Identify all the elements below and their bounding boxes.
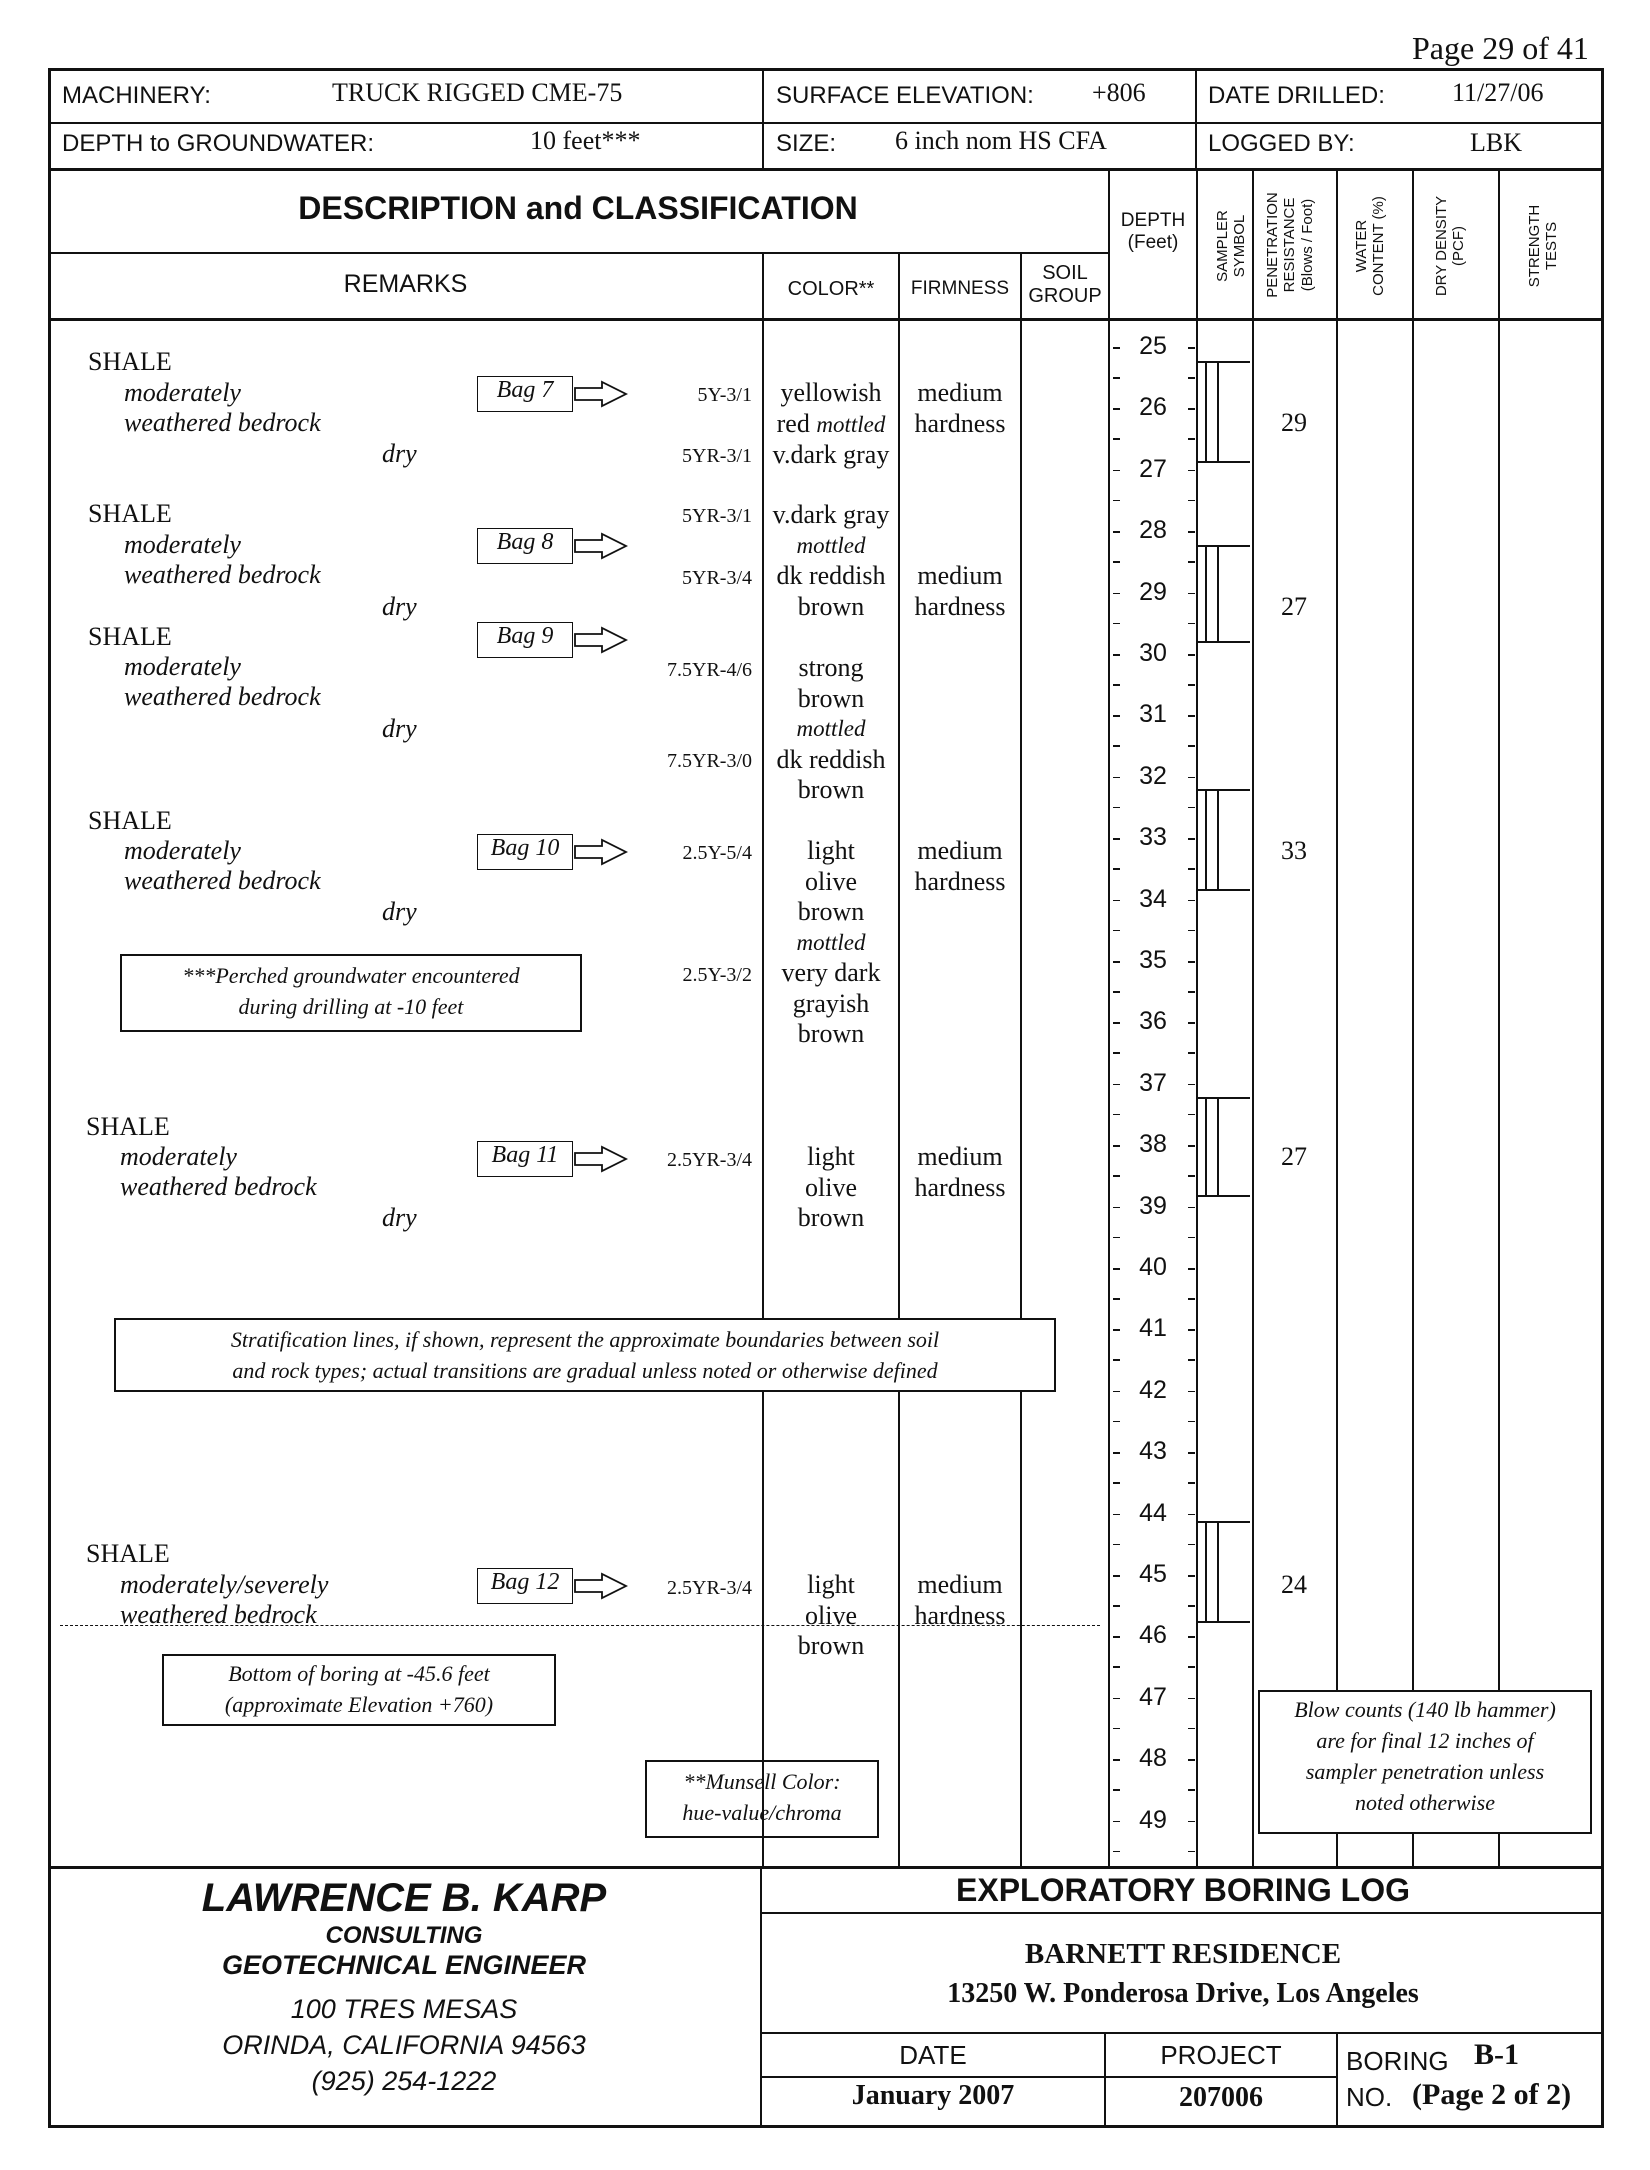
depth-half-tick-mark — [1188, 438, 1195, 440]
bag-9-label: Bag 9 — [477, 622, 573, 658]
date-drilled-label: DATE DRILLED: — [1208, 82, 1385, 109]
depth-half-tick-mark — [1188, 1052, 1195, 1054]
depth-half-tick-mark — [1113, 1421, 1120, 1423]
depth-tick-mark — [1188, 1759, 1195, 1761]
page-number: Page 29 of 41 — [1412, 30, 1589, 66]
layer-2-rock: weathered bedrock — [124, 560, 321, 589]
depth-tick-mark — [1113, 1575, 1120, 1577]
depth-tick-mark — [1113, 900, 1120, 902]
layer-6-firmness: medium hardness — [914, 1570, 1006, 1630]
sampler-symbol-1 — [1198, 362, 1250, 462]
layer-5-rock: weathered bedrock — [120, 1172, 317, 1201]
depth-half-tick-mark — [1113, 1175, 1120, 1177]
depth-tick-mark — [1113, 1698, 1120, 1700]
depth-tick-mark — [1113, 347, 1120, 349]
depth-tick-mark — [1188, 1391, 1195, 1393]
depth-tick-label: 27 — [1139, 454, 1167, 483]
company-subtitle-2: GEOTECHNICAL ENGINEER — [221, 1950, 587, 1980]
depth-tick-label: 39 — [1139, 1191, 1167, 1220]
layer-2-title: SHALE — [88, 499, 172, 528]
depth-tick-mark — [1113, 715, 1120, 717]
depth-half-tick-mark — [1188, 1851, 1195, 1853]
size-value: 6 inch nom HS CFA — [895, 126, 1107, 155]
strength-tests-header: STRENGTH TESTS — [1526, 204, 1561, 288]
depth-tick-mark — [1188, 900, 1195, 902]
depth-tick-label: 43 — [1139, 1437, 1167, 1466]
munsell-2-5y-5-4: 2.5Y-5/4 — [682, 842, 752, 864]
date-drilled-value: 11/27/06 — [1452, 78, 1544, 107]
layer-6-title: SHALE — [86, 1539, 170, 1568]
depth-tick-label: 33 — [1139, 823, 1167, 852]
depth-half-tick-mark — [1113, 684, 1120, 686]
depth-half-tick-mark — [1113, 1482, 1120, 1484]
depth-half-tick-mark — [1188, 500, 1195, 502]
depth-half-tick-mark — [1188, 807, 1195, 809]
depth-tick-label: 36 — [1139, 1007, 1167, 1036]
depth-tick-label: 37 — [1139, 1068, 1167, 1097]
boring-bottom-line — [60, 1625, 1100, 1626]
layer-1-rock: weathered bedrock — [124, 408, 321, 437]
sampler-symbol-2 — [1198, 546, 1250, 642]
sampler-symbols — [1196, 320, 1252, 1868]
layer-1-color: yellowish red mottled v.dark gray — [772, 378, 890, 469]
depth-tick-label: 41 — [1139, 1314, 1167, 1343]
layer-4-firmness: medium hardness — [914, 836, 1006, 896]
depth-tick-mark — [1188, 1022, 1195, 1024]
project-name: BARNETT RESIDENCE — [1024, 1938, 1342, 1970]
depth-tick-label: 44 — [1139, 1498, 1167, 1527]
layer-4-moisture: dry — [382, 897, 417, 926]
layer-6-rock: weathered bedrock — [120, 1600, 317, 1629]
company-address-2: ORINDA, CALIFORNIA 94563 — [222, 2030, 586, 2060]
depth-tick-mark — [1113, 1514, 1120, 1516]
munsell-7-5yr-3-0: 7.5YR-3/0 — [667, 750, 752, 772]
munsell-5yr-3-4: 5YR-3/4 — [682, 567, 752, 589]
depth-tick-mark — [1113, 1268, 1120, 1270]
boring-label: BORING — [1346, 2046, 1449, 2076]
depth-tick-mark — [1188, 654, 1195, 656]
bag-7-label: Bag 7 — [477, 376, 573, 412]
company-name: LAWRENCE B. KARP — [201, 1876, 607, 1920]
depth-tick-mark — [1113, 593, 1120, 595]
munsell-7-5yr-4-6: 7.5YR-4/6 — [667, 659, 752, 681]
depth-half-tick-mark — [1188, 1421, 1195, 1423]
date-label: DATE — [899, 2040, 967, 2070]
depth-tick-mark — [1113, 408, 1120, 410]
depth-tick-label: 28 — [1139, 516, 1167, 545]
depth-tick-mark — [1113, 1452, 1120, 1454]
munsell-note: **Munsell Color: hue-value/chroma — [645, 1760, 879, 1838]
depth-header: DEPTH (Feet) — [1120, 210, 1186, 253]
stratification-note: Stratification lines, if shown, represent the approximate boundaries between soil and rock types; actual transitions are gradual unless noted or otherwise defined — [114, 1318, 1056, 1392]
depth-tick-mark — [1188, 777, 1195, 779]
depth-tick-mark — [1188, 1636, 1195, 1638]
depth-half-tick-mark — [1113, 623, 1120, 625]
depth-half-tick-mark — [1188, 1237, 1195, 1239]
layer-6-color: light olive brown — [797, 1570, 865, 1660]
layer-4-rock: weathered bedrock — [124, 866, 321, 895]
depth-half-tick-mark — [1188, 1114, 1195, 1116]
depth-tick-mark — [1113, 1207, 1120, 1209]
depth-tick-label: 29 — [1139, 577, 1167, 606]
depth-tick-mark — [1188, 1698, 1195, 1700]
depth-half-tick-mark — [1188, 561, 1195, 563]
depth-half-tick-mark — [1188, 1789, 1195, 1791]
date-value: January 2007 — [851, 2080, 1015, 2111]
depth-half-tick-mark — [1113, 1114, 1120, 1116]
layer-5-weathering: moderately — [120, 1142, 237, 1171]
layer-3-rock: weathered bedrock — [124, 682, 321, 711]
depth-tick-mark — [1188, 1268, 1195, 1270]
munsell-2-5yr-3-4: 2.5YR-3/4 — [667, 1149, 752, 1171]
depth-tick-mark — [1188, 1452, 1195, 1454]
depth-half-tick-mark — [1188, 745, 1195, 747]
penetration-value-1: 29 — [1281, 408, 1307, 437]
depth-half-tick-mark — [1113, 500, 1120, 502]
depth-half-tick-mark — [1113, 1359, 1120, 1361]
bag-10-label: Bag 10 — [477, 834, 573, 870]
penetration-value-4: 27 — [1281, 1142, 1307, 1171]
groundwater-value: 10 feet*** — [530, 126, 641, 155]
sampler-symbol-3 — [1198, 790, 1250, 890]
depth-tick-mark — [1188, 593, 1195, 595]
layer-2-moisture: dry — [382, 592, 417, 621]
depth-tick-mark — [1113, 1759, 1120, 1761]
size-label: SIZE: — [776, 130, 837, 157]
depth-tick-mark — [1188, 1329, 1195, 1331]
depth-tick-label: 40 — [1139, 1253, 1167, 1281]
depth-tick-label: 46 — [1139, 1621, 1167, 1650]
depth-half-tick-mark — [1113, 991, 1120, 993]
depth-half-tick-mark — [1113, 1728, 1120, 1730]
depth-tick-mark — [1188, 408, 1195, 410]
bag-8-label: Bag 8 — [477, 528, 573, 564]
project-address: 13250 W. Ponderosa Drive, Los Angeles — [947, 1978, 1419, 2009]
boring-page: (Page 2 of 2) — [1412, 2078, 1572, 2111]
penetration-value-2: 27 — [1281, 592, 1307, 621]
depth-half-tick-mark — [1188, 377, 1195, 379]
surface-elevation-label: SURFACE ELEVATION: — [776, 82, 1034, 109]
depth-tick-mark — [1113, 838, 1120, 840]
depth-tick-mark — [1113, 1391, 1120, 1393]
penetration-value-3: 33 — [1281, 836, 1307, 865]
depth-tick-label: 34 — [1139, 884, 1167, 913]
depth-tick-label: 30 — [1139, 639, 1167, 667]
depth-half-tick-mark — [1188, 1298, 1195, 1300]
water-content-header: WATER CONTENT (%) — [1353, 196, 1388, 296]
layer-1-firmness: medium hardness — [914, 378, 1006, 438]
depth-tick-mark — [1113, 1084, 1120, 1086]
layer-3-title: SHALE — [88, 622, 172, 651]
depth-half-tick-mark — [1113, 1789, 1120, 1791]
remarks-header: REMARKS — [343, 270, 468, 298]
depth-half-tick-mark — [1113, 1605, 1120, 1607]
depth-tick-mark — [1188, 347, 1195, 349]
depth-half-tick-mark — [1113, 1052, 1120, 1054]
munsell-5yr-3-1-b: 5YR-3/1 — [682, 505, 752, 527]
depth-half-tick-mark — [1188, 684, 1195, 686]
depth-tick-mark — [1113, 654, 1120, 656]
depth-tick-mark — [1188, 1821, 1195, 1823]
depth-half-tick-mark — [1113, 807, 1120, 809]
depth-tick-mark — [1113, 1145, 1120, 1147]
color-header: COLOR** — [787, 278, 875, 300]
depth-half-tick-mark — [1113, 1237, 1120, 1239]
bag-9-arrow-icon — [574, 626, 628, 654]
depth-tick-mark — [1113, 1636, 1120, 1638]
penetration-header: PENETRATION RESISTANCE (Blows / Foot) — [1264, 192, 1316, 298]
depth-tick-mark — [1188, 1207, 1195, 1209]
depth-half-tick-mark — [1113, 1666, 1120, 1668]
depth-half-tick-mark — [1113, 561, 1120, 563]
munsell-5y-3-1: 5Y-3/1 — [697, 384, 752, 406]
project-label: PROJECT — [1160, 2040, 1282, 2070]
munsell-2-5y-3-2: 2.5Y-3/2 — [682, 964, 752, 986]
depth-tick-label: 25 — [1139, 332, 1167, 360]
layer-4-color: light olive brown mottled very dark grayish brown — [781, 836, 881, 1048]
dry-density-header: DRY DENSITY (PCF) — [1433, 195, 1468, 297]
depth-tick-mark — [1113, 470, 1120, 472]
depth-half-tick-mark — [1188, 1666, 1195, 1668]
company-address-1: 100 TRES MESAS — [290, 1994, 518, 2024]
depth-tick-mark — [1188, 470, 1195, 472]
depth-half-tick-mark — [1188, 1728, 1195, 1730]
depth-tick-mark — [1113, 1329, 1120, 1331]
depth-half-tick-mark — [1113, 377, 1120, 379]
layer-5-title: SHALE — [86, 1112, 170, 1141]
machinery-label: MACHINERY: — [62, 82, 211, 109]
depth-half-tick-mark — [1113, 438, 1120, 440]
depth-half-tick-mark — [1113, 868, 1120, 870]
depth-half-tick-mark — [1188, 1359, 1195, 1361]
blow-count-note: Blow counts (140 lb hammer) are for final 12 inches of sampler penetration unless noted otherwise — [1258, 1690, 1592, 1834]
depth-tick-mark — [1113, 1022, 1120, 1024]
layer-2-weathering: moderately — [124, 530, 241, 559]
layer-6-weathering: moderately/severely — [120, 1570, 329, 1599]
logged-by-label: LOGGED BY: — [1208, 130, 1355, 157]
depth-tick-label: 42 — [1139, 1375, 1167, 1404]
log-title: EXPLORATORY BORING LOG — [956, 1872, 1410, 1908]
depth-tick-mark — [1188, 961, 1195, 963]
depth-half-tick-mark — [1113, 745, 1120, 747]
depth-tick-label: 48 — [1139, 1744, 1167, 1773]
groundwater-note: ***Perched groundwater encountered during drilling at -10 feet — [120, 954, 582, 1032]
penetration-value-5: 24 — [1281, 1570, 1307, 1599]
bottom-of-boring-note: Bottom of boring at -45.6 feet (approximate Elevation +760) — [162, 1654, 556, 1726]
surface-elevation-value: +806 — [1092, 78, 1146, 107]
depth-half-tick-mark — [1188, 1175, 1195, 1177]
sampler-symbol-4 — [1198, 1098, 1250, 1196]
depth-tick-mark — [1188, 1575, 1195, 1577]
logged-by-value: LBK — [1470, 128, 1522, 157]
layer-4-title: SHALE — [88, 806, 172, 835]
layer-5-firmness: medium hardness — [914, 1142, 1006, 1202]
depth-half-tick-mark — [1188, 1482, 1195, 1484]
depth-tick-label: 47 — [1139, 1682, 1167, 1711]
depth-half-tick-mark — [1113, 930, 1120, 932]
depth-half-tick-mark — [1113, 1544, 1120, 1546]
layer-4-weathering: moderately — [124, 836, 241, 865]
depth-half-tick-mark — [1188, 991, 1195, 993]
depth-tick-mark — [1113, 531, 1120, 533]
depth-tick-label: 38 — [1139, 1130, 1167, 1159]
depth-half-tick-mark — [1188, 930, 1195, 932]
depth-tick-label: 49 — [1139, 1805, 1167, 1834]
layer-3-moisture: dry — [382, 714, 417, 743]
sampler-symbol-5 — [1198, 1522, 1250, 1622]
bag-12-label: Bag 12 — [477, 1568, 573, 1604]
soil-group-header: SOIL GROUP — [1028, 262, 1102, 307]
company-phone: (925) 254-1222 — [311, 2066, 497, 2096]
depth-half-tick-mark — [1113, 1298, 1120, 1300]
layer-2-color: v.dark gray mottled dk reddish brown — [772, 500, 890, 621]
depth-tick-label: 31 — [1139, 700, 1167, 729]
project-number: 207006 — [1179, 2082, 1263, 2113]
bag-8-arrow-icon — [574, 532, 628, 560]
munsell-5yr-3-1: 5YR-3/1 — [682, 445, 752, 467]
no-label: NO. — [1346, 2082, 1393, 2112]
layer-5-moisture: dry — [382, 1203, 417, 1232]
depth-tick-mark — [1113, 1821, 1120, 1823]
layer-2-firmness: medium hardness — [914, 561, 1006, 621]
depth-half-tick-mark — [1188, 1544, 1195, 1546]
layer-1-title: SHALE — [88, 347, 172, 376]
bag-11-label: Bag 11 — [477, 1141, 573, 1177]
groundwater-label: DEPTH to GROUNDWATER: — [62, 130, 375, 157]
depth-tick-mark — [1188, 838, 1195, 840]
depth-tick-label: 32 — [1139, 761, 1167, 790]
depth-tick-label: 26 — [1139, 393, 1167, 422]
machinery-value: TRUCK RIGGED CME-75 — [332, 78, 623, 107]
depth-tick-label: 45 — [1139, 1560, 1167, 1588]
company-subtitle-1: CONSULTING — [325, 1922, 483, 1949]
depth-tick-mark — [1188, 1514, 1195, 1516]
layer-1-moisture: dry — [382, 439, 417, 468]
sampler-header: SAMPLER SYMBOL — [1214, 210, 1249, 282]
depth-tick-mark — [1188, 1084, 1195, 1086]
layer-5-color: light olive brown — [797, 1142, 865, 1232]
description-title: DESCRIPTION and CLASSIFICATION — [298, 190, 858, 226]
boring-id: B-1 — [1474, 2038, 1519, 2071]
layer-3-weathering: moderately — [124, 652, 241, 681]
layer-3-color: strong brown mottled dk reddish brown — [776, 653, 886, 804]
depth-half-tick-mark — [1188, 1605, 1195, 1607]
depth-tick-mark — [1113, 961, 1120, 963]
depth-tick-mark — [1113, 777, 1120, 779]
depth-tick-mark — [1188, 715, 1195, 717]
depth-half-tick-mark — [1113, 1851, 1120, 1853]
depth-tick-label: 35 — [1139, 946, 1167, 974]
munsell-2-5yr-3-4-b: 2.5YR-3/4 — [667, 1577, 752, 1599]
depth-tick-mark — [1188, 531, 1195, 533]
depth-half-tick-mark — [1188, 623, 1195, 625]
firmness-header: FIRMNESS — [910, 278, 1010, 299]
depth-half-tick-mark — [1188, 868, 1195, 870]
depth-tick-mark — [1188, 1145, 1195, 1147]
layer-1-weathering: moderately — [124, 378, 241, 407]
